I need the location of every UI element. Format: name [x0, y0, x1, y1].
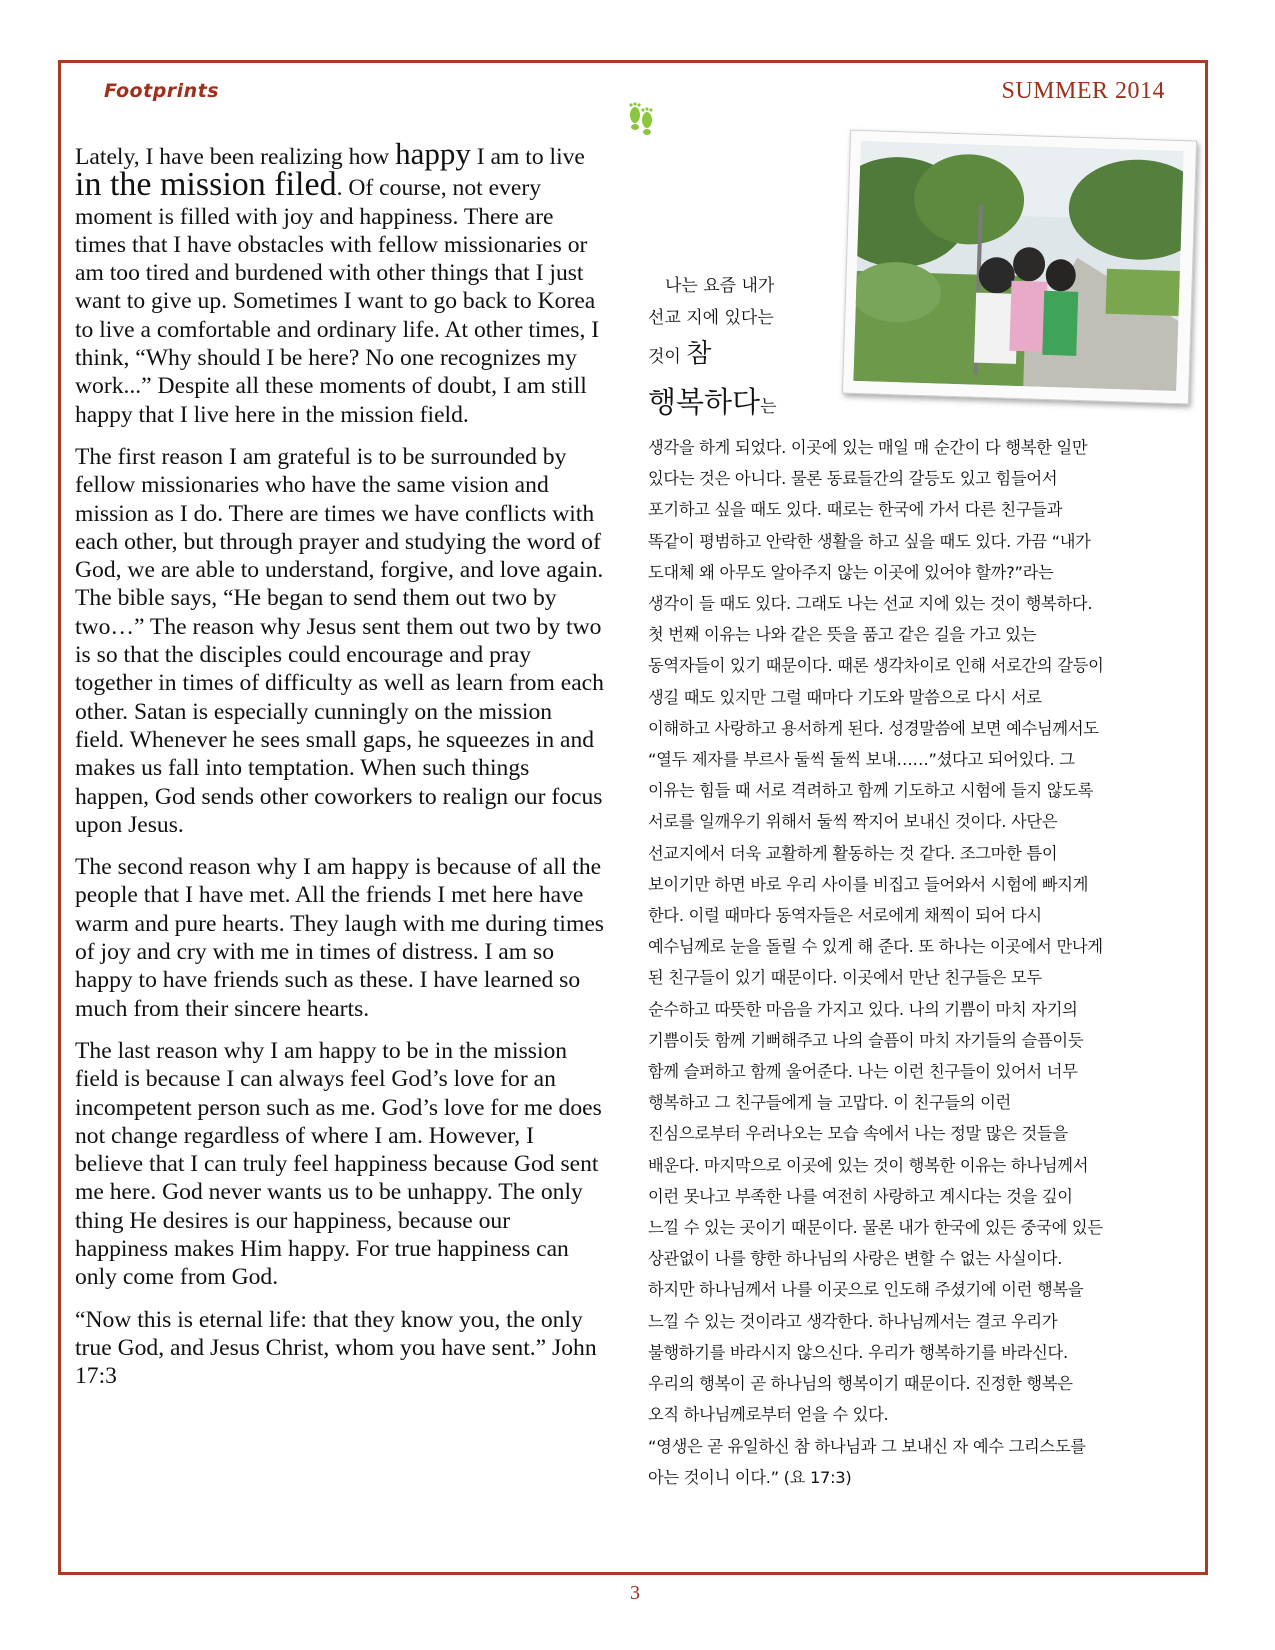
korean-article	[648, 432, 1193, 1493]
korean-text-line: 함께 슬퍼하고 함께 울어준다. 나는 이런 친구들이 있어서 너무	[648, 1062, 1078, 1082]
korean-text-line: 상관없이 나를 향한 하나님의 사랑은 변할 수 없는 사실이다.	[648, 1249, 1063, 1269]
korean-intro-line-1: 나는 요즘 내가	[665, 276, 775, 296]
korean-text-line: 하지만 하나님께서 나를 이곳으로 인도해 주셨기에 이런 행복을	[648, 1280, 1084, 1300]
korean-text-line: 똑같이 평범하고 안락한 생활을 하고 싶을 때도 있다. 가끔 “내가	[648, 531, 1091, 551]
english-scripture-quote: “Now this is eternal life: that they know you, the only true God, and Jesus Christ, whom you have sent.” John 17:3	[75, 1306, 597, 1390]
korean-emphasis-happy: 행복하다	[648, 385, 761, 419]
korean-text-line: 이유는 힘들 때 서로 격려하고 함께 기도하고 시험에 들지 않도록	[648, 781, 1094, 801]
footprints-icon	[626, 98, 656, 138]
p1-text-e: . Of course, not every moment is filled with joy and happiness. There are times that I have obstacles with fellow missionaries or am too tired and burdened with other things that I just want to give up. Sometimes I want to go back to Korea to live a comfortable and ordinary life. At other times, I think, “Why should I be here? No one recognizes my work...” Despite all these moments of doubt, I am still happy that I live here in the mission field.	[75, 175, 600, 428]
korean-intro-line-2: 선교 지에 있다는	[648, 308, 774, 328]
p1-text-a: Lately, I have been realizing how	[75, 144, 396, 170]
korean-text-line: 보이기만 하면 바로 우리 사이를 비집고 들어와서 시험에 빠지게	[648, 874, 1089, 894]
korean-text-line: 생길 때도 있지만 그럴 때마다 기도와 말씀으로 다시 서로	[648, 687, 1042, 707]
korean-text-line: 이해하고 사랑하고 용서하게 된다. 성경말씀에 보면 예수님께서도	[648, 718, 1099, 738]
issue-label: SUMMER 2014	[1001, 78, 1165, 104]
p1-emphasis-mission: in the mission filed	[75, 166, 337, 204]
korean-text-line: 포기하고 싶을 때도 있다. 때로는 한국에 가서 다른 친구들과	[648, 500, 1063, 520]
p1-text-c: I am to live	[470, 144, 585, 170]
newsletter-title: Footprints	[104, 80, 220, 102]
korean-text-line: 생각을 하게 되었다. 이곳에 있는 매일 매 순간이 다 행복한 일만	[648, 438, 1088, 457]
p1-emphasis-happy: happy	[395, 136, 471, 171]
korean-text-line: 느낄 수 있는 곳이기 때문이다. 물론 내가 한국에 있든 중국에 있든	[648, 1218, 1103, 1238]
korean-intro	[648, 270, 838, 432]
korean-text-line: 배운다. 마지막으로 이곳에 있는 것이 행복한 이유는 하나님께서	[648, 1155, 1089, 1175]
korean-text-line: 서로를 일깨우기 위해서 둘씩 짝지어 보내신 것이다. 사단은	[648, 812, 1058, 832]
korean-text-line: 한다. 이럴 때마다 동역자들은 서로에게 채찍이 되어 다시	[648, 906, 1042, 926]
english-paragraph-3: The second reason why I am happy is because of all the people that I have met. All the friends I met here have warm and pure hearts. They laugh with me during times of joy and cry with me in times of distress. I am so happy to have friends such as these. I have learned so much from their sincere hearts.	[75, 854, 604, 1022]
korean-text-line: 선교지에서 더욱 교활하게 활동하는 것 같다. 조그마한 틈이	[648, 843, 1058, 863]
english-paragraph-1	[75, 136, 605, 429]
korean-text-line: 첫 번째 이유는 나와 같은 뜻을 품고 같은 길을 가고 있는	[648, 625, 1037, 645]
korean-text-line: 아는 것이니 이다.” (요 17:3)	[648, 1467, 852, 1487]
page-number: 3	[630, 1582, 640, 1604]
korean-text-line: 진심으로부터 우러나오는 모습 속에서 나는 정말 많은 것들을	[648, 1124, 1068, 1144]
korean-text-line: 우리의 행복이 곧 하나님의 행복이기 때문이다. 진정한 행복은	[648, 1374, 1073, 1394]
korean-text-line: 예수님께로 눈을 돌릴 수 있게 해 준다. 또 하나는 이곳에서 만나게	[648, 937, 1103, 957]
korean-text-line: 순수하고 따뜻한 마음을 가지고 있다. 나의 기쁨이 마치 자기의	[648, 999, 1078, 1019]
english-article	[75, 136, 605, 1404]
korean-text-line: 된 친구들이 있기 때문이다. 이곳에서 만난 친구들은 모두	[648, 968, 1042, 988]
english-paragraph-2: The first reason I am grateful is to be surrounded by fellow missionaries who have the same vision and mission as I do. There are times we have conflicts with each other, but through prayer and studying the word of God, we are able to understand, forgive, and love again. The bible says, “He began to send them out two by two…” The reason why Jesus sent them out two by two is so that the disciples could encourage and pray together in times of difficulty as well as learn from each other. Satan is especially cunningly on the mission field. Whenever he sees small gaps, he squeezes in and makes us fall into temptation. When such things happen, God sends other coworkers to realign our focus upon Jesus.	[75, 443, 604, 838]
korean-text-line: 오직 하나님께로부터 얻을 수 있다.	[648, 1405, 889, 1425]
english-paragraph-4: The last reason why I am happy to be in the mission field is because I can always feel God’s love for an incompetent person such as me. God’s love for me does not change regardless of where I am. However, I believe that I can truly feel happiness because God sent me here. God never wants us to be unhappy. The only thing He desires is our happiness, because our happiness makes Him happy. For true happiness can only come from God.	[75, 1037, 602, 1291]
korean-text-line: 도대체 왜 아무도 알아주지 않는 이곳에 있어야 할까?”라는	[648, 562, 1054, 582]
korean-text-line: 이런 못나고 부족한 나를 여전히 사랑하고 계시다는 것을 깊이	[648, 1186, 1073, 1206]
korean-text-line: “영생은 곧 유일하신 참 하나님과 그 보내신 자 예수 그리스도를	[648, 1436, 1086, 1456]
photo-image	[853, 141, 1183, 391]
korean-intro-line-3: 것이	[648, 347, 687, 367]
korean-emphasis-cham: 참	[686, 339, 712, 369]
korean-text-line: 동역자들이 있기 때문이다. 때론 생각차이로 인해 서로간의 갈등이	[648, 656, 1104, 676]
korean-text-line: “열두 제자를 부르사 둘씩 둘씩 보내……”셨다고 되어있다. 그	[648, 750, 1075, 770]
korean-text-line: 불행하기를 바라시지 않으신다. 우리가 행복하기를 바라신다.	[648, 1342, 1068, 1362]
photo	[842, 130, 1197, 405]
korean-text-line: 느낄 수 있는 것이라고 생각한다. 하나님께서는 결코 우리가	[648, 1311, 1058, 1331]
korean-text-line: 있다는 것은 아니다. 물론 동료들간의 갈등도 있고 힘들어서	[648, 469, 1058, 489]
korean-text-line: 행복하고 그 친구들에게 늘 고맙다. 이 친구들의 이런	[648, 1093, 1011, 1113]
korean-intro-line-4-suffix: 는	[760, 397, 777, 417]
korean-text-line: 생각이 들 때도 있다. 그래도 나는 선교 지에 있는 것이 행복하다.	[648, 594, 1093, 614]
korean-text-line: 기쁨이듯 함께 기뻐해주고 나의 슬픔이 마치 자기들의 슬픔이듯	[648, 1030, 1084, 1050]
